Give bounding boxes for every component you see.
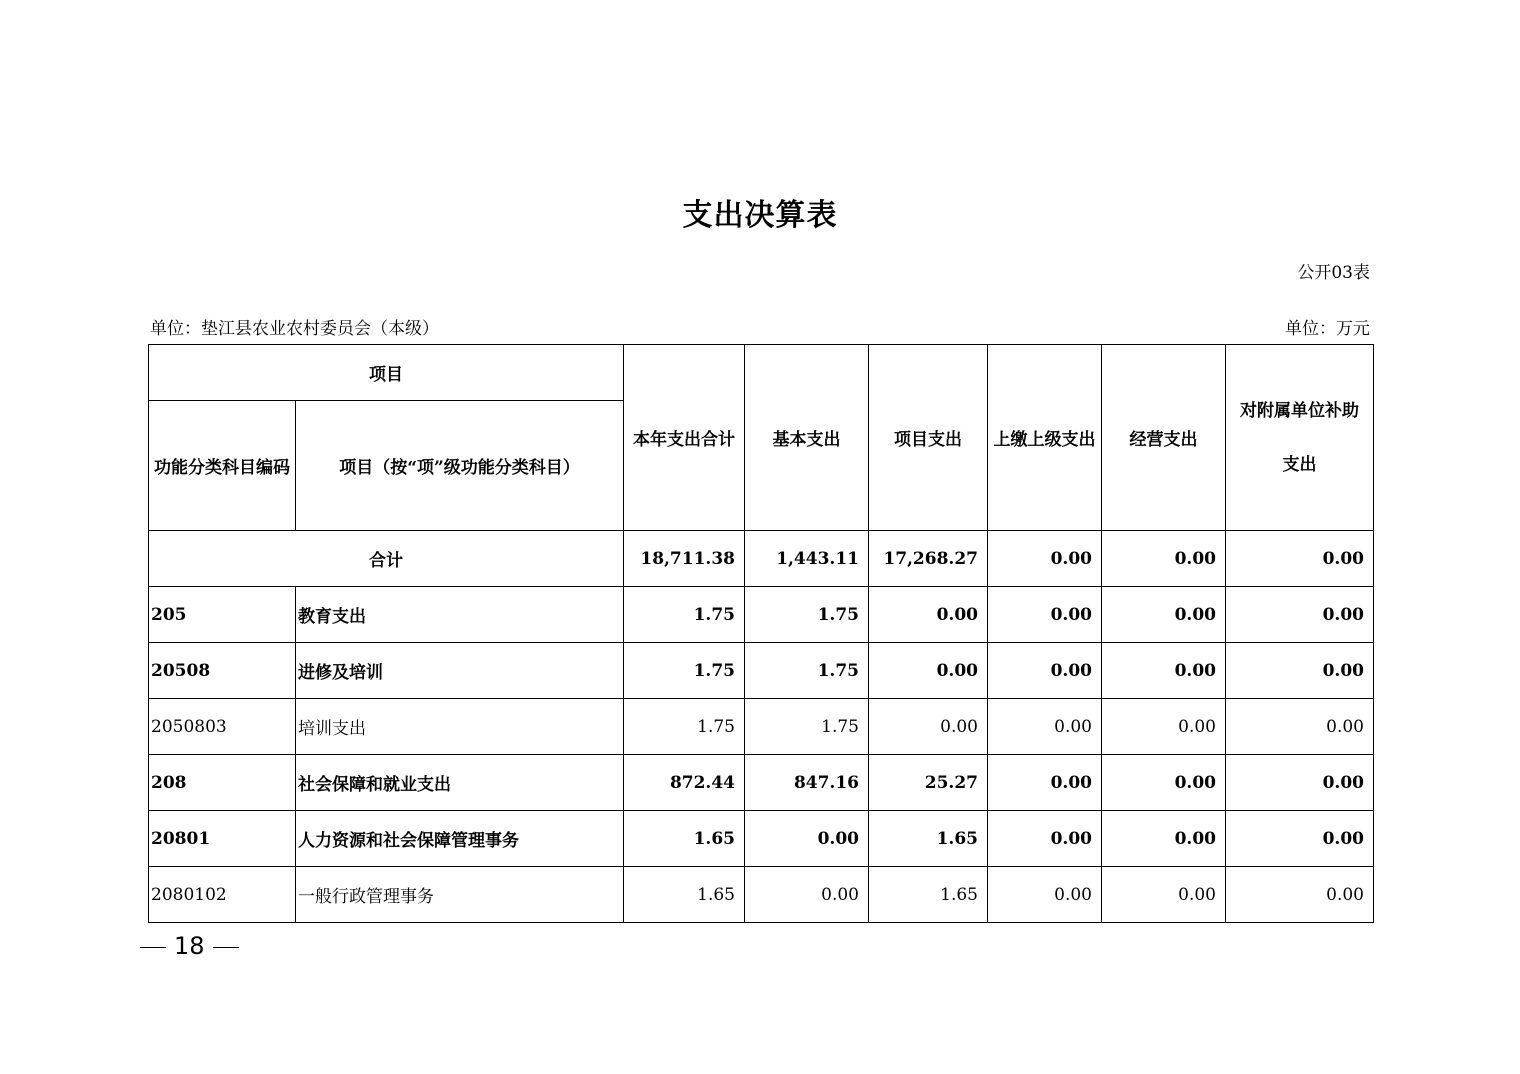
row-value: 0.00 bbox=[745, 867, 869, 923]
page-number: 18 bbox=[174, 932, 205, 960]
row-value: 0.00 bbox=[1226, 755, 1374, 811]
table-row bbox=[149, 811, 1374, 867]
total-cell: 18,711.38 bbox=[624, 531, 745, 587]
row-value: 1.65 bbox=[869, 811, 988, 867]
row-value: 0.00 bbox=[869, 699, 988, 755]
header-item: 项目（按“项”级功能分类科目） bbox=[296, 401, 624, 531]
table-row bbox=[149, 867, 1374, 923]
row-name: 进修及培训 bbox=[296, 643, 624, 699]
expenditure-table bbox=[148, 344, 1374, 923]
row-value: 1.75 bbox=[745, 643, 869, 699]
row-value: 0.00 bbox=[745, 811, 869, 867]
row-value: 0.00 bbox=[1226, 867, 1374, 923]
footer-dash-right bbox=[213, 947, 239, 948]
page-footer bbox=[132, 932, 247, 960]
total-cell: 0.00 bbox=[1226, 531, 1374, 587]
row-value: 0.00 bbox=[1226, 587, 1374, 643]
header-upper-payment: 上缴上级支出 bbox=[988, 345, 1102, 531]
row-value: 0.00 bbox=[1102, 867, 1226, 923]
footer-dash-left bbox=[140, 947, 166, 948]
table-row bbox=[149, 643, 1374, 699]
row-code: 20508 bbox=[149, 643, 296, 699]
total-label: 合计 bbox=[149, 531, 624, 587]
row-value: 1.75 bbox=[624, 699, 745, 755]
row-value: 1.65 bbox=[624, 811, 745, 867]
row-name: 教育支出 bbox=[296, 587, 624, 643]
total-cell: 0.00 bbox=[1102, 531, 1226, 587]
form-number: 公开03表 bbox=[1297, 263, 1370, 283]
row-value: 0.00 bbox=[988, 811, 1102, 867]
header-project-expenditure: 项目支出 bbox=[869, 345, 988, 531]
header-subsidy-line2: 支出 bbox=[1282, 454, 1317, 475]
row-value: 1.75 bbox=[624, 643, 745, 699]
table-row bbox=[149, 755, 1374, 811]
row-name: 社会保障和就业支出 bbox=[296, 755, 624, 811]
row-code: 2050803 bbox=[149, 699, 296, 755]
row-value: 1.75 bbox=[624, 587, 745, 643]
currency-unit: 单位：万元 bbox=[1285, 319, 1370, 339]
row-value: 1.65 bbox=[624, 867, 745, 923]
row-value: 1.65 bbox=[869, 867, 988, 923]
row-value: 0.00 bbox=[988, 867, 1102, 923]
total-row bbox=[149, 531, 1374, 587]
header-basic: 基本支出 bbox=[745, 345, 869, 531]
row-name: 一般行政管理事务 bbox=[296, 867, 624, 923]
row-code: 2080102 bbox=[149, 867, 296, 923]
row-value: 0.00 bbox=[1102, 699, 1226, 755]
row-value: 0.00 bbox=[988, 699, 1102, 755]
reporting-unit: 单位：垫江县农业农村委员会（本级） bbox=[150, 319, 439, 339]
row-value: 0.00 bbox=[988, 587, 1102, 643]
row-value: 872.44 bbox=[624, 755, 745, 811]
header-business: 经营支出 bbox=[1102, 345, 1226, 531]
header-total: 本年支出合计 bbox=[624, 345, 745, 531]
row-value: 1.75 bbox=[745, 587, 869, 643]
row-value: 1.75 bbox=[745, 699, 869, 755]
row-value: 0.00 bbox=[869, 587, 988, 643]
row-value: 25.27 bbox=[869, 755, 988, 811]
row-name: 人力资源和社会保障管理事务 bbox=[296, 811, 624, 867]
row-value: 0.00 bbox=[1102, 811, 1226, 867]
table-row bbox=[149, 699, 1374, 755]
total-cell: 1,443.11 bbox=[745, 531, 869, 587]
row-value: 0.00 bbox=[1102, 643, 1226, 699]
header-code: 功能分类科目编码 bbox=[149, 401, 296, 531]
header-subsidy-line1: 对附属单位补助 bbox=[1240, 400, 1359, 421]
row-value: 0.00 bbox=[988, 755, 1102, 811]
page-title: 支出决算表 bbox=[682, 198, 838, 233]
row-value: 847.16 bbox=[745, 755, 869, 811]
row-value: 0.00 bbox=[1226, 699, 1374, 755]
row-value: 0.00 bbox=[1226, 643, 1374, 699]
total-cell: 0.00 bbox=[988, 531, 1102, 587]
row-code: 20801 bbox=[149, 811, 296, 867]
row-value: 0.00 bbox=[1102, 755, 1226, 811]
row-value: 0.00 bbox=[869, 643, 988, 699]
row-code: 205 bbox=[149, 587, 296, 643]
row-value: 0.00 bbox=[988, 643, 1102, 699]
row-name: 培训支出 bbox=[296, 699, 624, 755]
table-row bbox=[149, 587, 1374, 643]
header-subsidy bbox=[1226, 345, 1374, 531]
row-value: 0.00 bbox=[1226, 811, 1374, 867]
header-project: 项目 bbox=[149, 345, 624, 401]
row-value: 0.00 bbox=[1102, 587, 1226, 643]
total-cell: 17,268.27 bbox=[869, 531, 988, 587]
row-code: 208 bbox=[149, 755, 296, 811]
